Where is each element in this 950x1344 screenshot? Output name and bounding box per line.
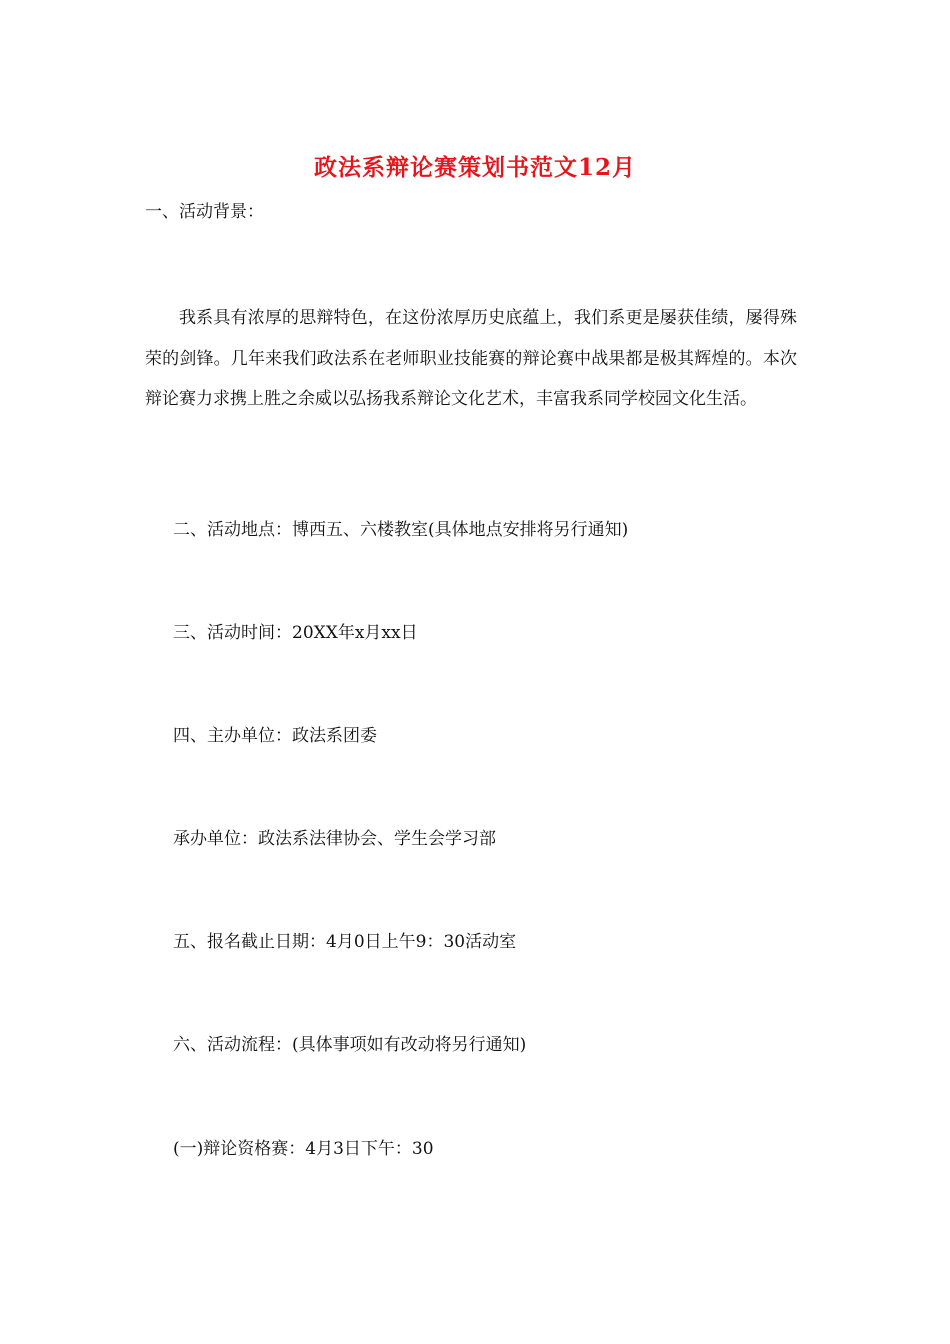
organizer-unit: 承办单位：政法系法律协会、学生会学习部: [173, 829, 496, 849]
activity-time: 三、活动时间：20XX年x月xx日: [173, 623, 418, 643]
background-paragraph: 我系具有浓厚的思辩特色，在这份浓厚历史底蕴上，我们系更是屡获佳绩，屡得殊荣的剑锋。几年来我们政法系在老师职业技能赛的辩论赛中战果都是极其辉煌的。本次辩论赛力求携上胜之余威以弘扬我系辩论文化艺术，丰富我系同学校园文化生活。: [145, 308, 797, 409]
section-heading-background: 一、活动背景：: [145, 202, 264, 222]
registration-deadline: 五、报名截止日期：4月0日上午9：30活动室: [173, 932, 517, 952]
qualifier-round: (一)辩论资格赛：4月3日下午：30: [173, 1139, 434, 1159]
activity-process: 六、活动流程：(具体事项如有改动将另行通知): [173, 1035, 527, 1055]
activity-location: 二、活动地点：博西五、六楼教室(具体地点安排将另行通知): [173, 520, 629, 540]
document-title: 政法系辩论赛策划书范文12月: [313, 154, 636, 181]
host-unit: 四、主办单位：政法系团委: [173, 726, 377, 746]
